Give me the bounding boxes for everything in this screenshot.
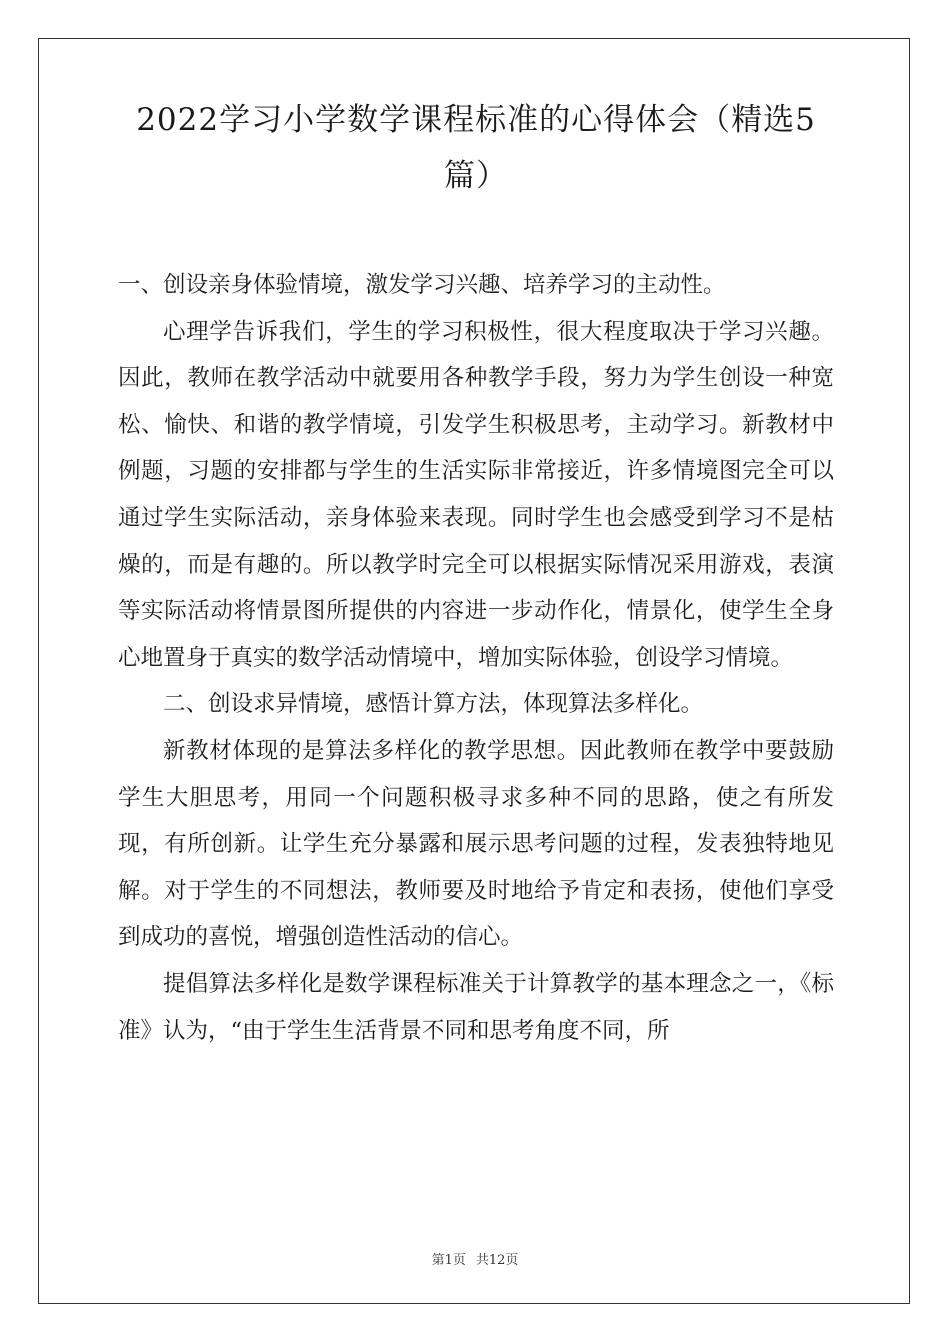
page-total: 共12页 [475, 1253, 519, 1268]
section-heading-1: 一、创设亲身体验情境，激发学习兴趣、培养学习的主动性。 [118, 272, 726, 298]
page-number: 第1页 [431, 1253, 466, 1268]
page-footer [0, 1249, 950, 1268]
paragraph: 心理学告诉我们，学生的学习积极性，很大程度取决于学习兴趣。因此，教师在教学活动中就要用各种教学手段，努力为学生创设一种宽松、愉快、和谐的教学情境，引发学生积极思考，主动学习。新教材中例题，习题的安排都与学生的生活实际非常接近，许多情境图完全可以通过学生实际活动，亲身体验来表现。同时学生也会感受到学习不是枯燥的，而是有趣的。所以教学时完全可以根据实际情况采用游戏，表演等实际活动将情景图所提供的内容进一步动作化，情景化，使学生全身心地置身于真实的数学活动情境中，增加实际体验，创设学习情境。 [118, 318, 834, 671]
section-heading-2: 二、创设求异情境，感悟计算方法，体现算法多样化。 [163, 691, 704, 718]
paragraph: 提倡算法多样化是数学课程标准关于计算教学的基本理念之一，《标准》认为，“由于学生生活背景不同和思考角度不同，所 [118, 970, 834, 1044]
document-body [118, 262, 834, 1054]
paragraph: 新教材体现的是算法多样化的教学思想。因此教师在教学中要鼓励学生大胆思考，用同一个问题积极寻求多种不同的思路，使之有所发现，有所创新。让学生充分暴露和展示思考问题的过程，发表独特地见解。对于学生的不同想法，教师要及时地给予肯定和表扬，使他们享受到成功的喜悦，增强创造性活动的信心。 [118, 737, 834, 951]
document-content [118, 92, 834, 1054]
document-title: 2022学习小学数学课程标准的心得体会（精选5篇） [136, 102, 816, 194]
